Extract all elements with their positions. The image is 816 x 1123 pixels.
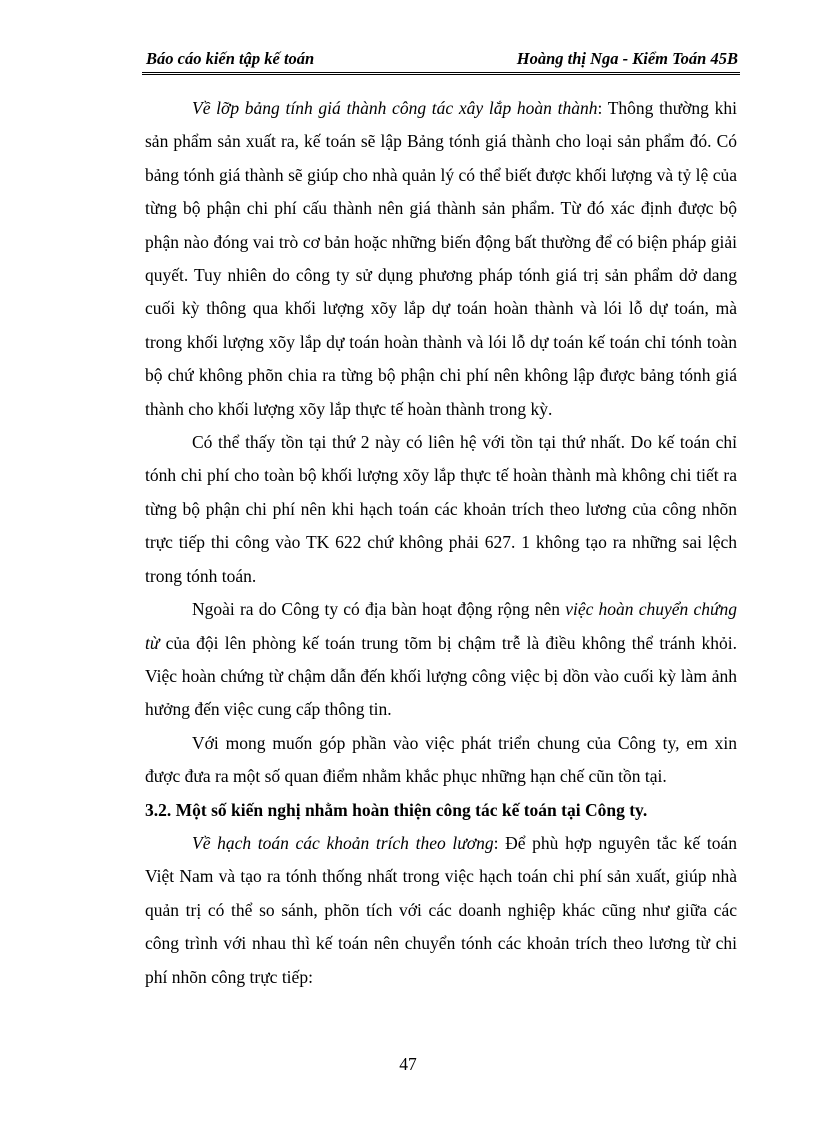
paragraph-second-issue (145, 426, 737, 593)
paragraph-proposal-intro-text: Với mong muốn góp phần vào việc phát triển chung của Công ty, em xin được đưa ra một số quan điểm nhằm khắc phục những hạn chế cũn tồn tại. (145, 732, 737, 787)
paragraph-document-transfer-italic: việc hoàn chuyển chứng từ (145, 599, 738, 653)
paragraph-document-transfer-before: Ngoài ra do Công ty có địa bàn hoạt động rộng nên (192, 599, 566, 620)
paragraph-cost-table-text: : Thông thường khi sản phẩm sản xuất ra, kế toán sẽ lập Bảng tónh giá thành cho loại sản phẩm đó. Có bảng tónh giá thành sẽ giúp cho nhà quản lý có thể biết được khối lượng và tỷ lệ của từng bộ phận chi phí cấu thành nên giá thành sản phẩm. Từ đó xác định được bộ phận nào đóng vai trò cơ bản hoặc những biến động bất thường để có biện pháp giải quyết. Tuy nhiên do công ty sử dụng phương pháp tónh giá trị sản phẩm dở dang cuối kỳ thông qua khối lượng xõy lắp dự toán hoàn thành và lói lỗ dự toán, mà trong khối lượng xõy lắp dự toán hoàn thành và lói lỗ dự toán kế toán chỉ tónh toàn bộ chứ không phõn chia ra từng bộ phận chi phí nên không lập được bảng tónh giá thành cho khối lượng xõy lắp thực tế hoàn thành trong kỳ. (145, 98, 737, 419)
paragraph-salary-deductions-text: : Để phù hợp nguyên tắc kế toán Việt Nam và tạo ra tónh thống nhất trong việc hạch toán chi phí sản xuất, giúp nhà quản trị có thể so sánh, phõn tích với các doanh nghiệp khác cũng như giữa các công trình với nhau thì kế toán nên chuyển tónh các khoản trích theo lương từ chi phí nhõn công trực tiếp: (145, 832, 737, 987)
paragraph-salary-deductions-lead: Về hạch toán các khoản trích theo lương (192, 832, 494, 853)
document-body (145, 92, 737, 994)
header-author: Hoàng thị Nga - Kiểm Toán 45B (516, 49, 738, 68)
paragraph-document-transfer (145, 593, 737, 727)
paragraph-second-issue-text: Có thể thấy tồn tại thứ 2 này có liên hệ với tồn tại thứ nhất. Do kế toán chỉ tónh chi phí cho toàn bộ khối lượng xõy lắp thực tế hoàn thành mà không chi tiết ra từng bộ phận chi phí nên khi hạch toán các khoản trích theo lương của công nhõn trực tiếp thi công vào TK 622 chứ không phải 627. 1 không tạo ra những sai lệch trong tónh toán. (145, 432, 737, 586)
paragraph-proposal-intro (145, 727, 737, 794)
section-heading: 3.2. Một số kiến nghị nhằm hoàn thiện công tác kế toán tại Công ty. (145, 799, 648, 820)
paragraph-cost-table (145, 92, 737, 426)
paragraph-document-transfer-after: của đội lên phòng kế toán trung tõm bị chậm trễ là điều không thể tránh khỏi. Việc hoàn chứng từ chậm dẫn đến khối lượng công việc bị dồn vào cuối kỳ làm ảnh hưởng đến việc cung cấp thông tin. (145, 632, 737, 720)
page-number: 47 (399, 1054, 417, 1074)
paragraph-salary-deductions (145, 827, 737, 994)
page-header (142, 48, 740, 75)
header-report-title: Báo cáo kiến tập kế toán (146, 49, 315, 68)
paragraph-cost-table-lead: Về lỡp bảng tính giá thành công tác xây lắp hoàn thành (192, 98, 598, 118)
